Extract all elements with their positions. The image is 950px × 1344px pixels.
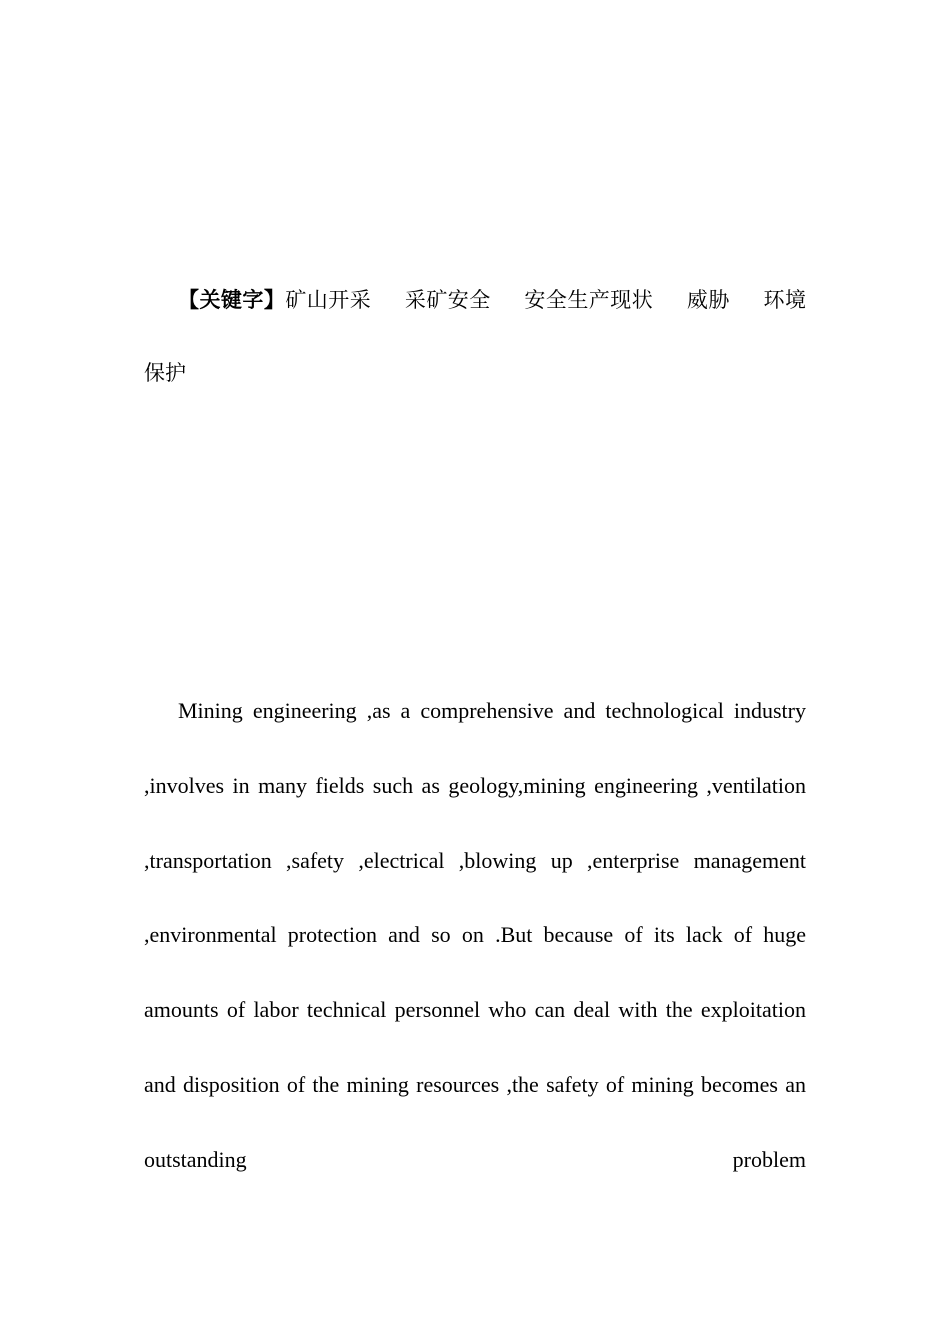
keywords-label: 【关键字】 [178, 288, 286, 312]
keywords-paragraph [144, 264, 806, 410]
english-abstract-paragraph: Mining engineering ,as a comprehensive and technological industry ,involves in many fields such as geology,mining engineering ,ventilation ,transportation ,safety ,electrical ,blowing up ,enterprise management ,environmental protection and so on .But because of its lack of huge amounts of labor technical personnel who can deal with the exploitation and disposition of the mining resources ,the safety of mining becomes an outstanding problem [144, 698, 806, 1172]
keywords-terms: 矿山开采 采矿安全 安全生产现状 威胁 环境保护 [144, 288, 807, 385]
